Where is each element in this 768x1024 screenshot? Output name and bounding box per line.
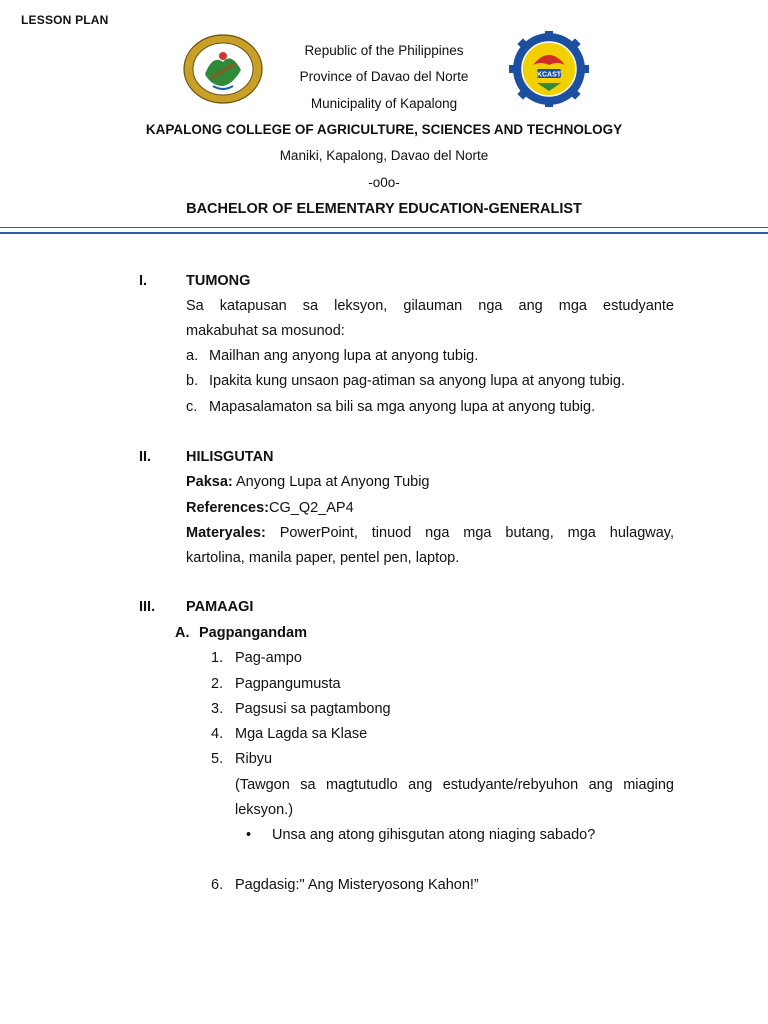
section-2-title: HILISGUTAN: [186, 449, 274, 465]
objective-b-text: Ipakita kung unsaon pag-atiman sa anyong lupa at anyong tubig.: [209, 373, 625, 389]
section-3-number: III.: [139, 599, 156, 615]
step-6-text: Pagdasig:" Ang Misteryosong Kahon!”: [235, 877, 479, 893]
review-note-line1: (Tawgon sa magtutudlo ang estudyante/rebyuhon ang miaging: [235, 777, 674, 793]
review-bullet: •: [246, 827, 252, 843]
step-6-marker: 6.: [211, 877, 224, 893]
topic-line: [186, 470, 430, 495]
objective-c-text: Mapasalamaton sa bili sa mga anyong lupa at anyong tubig.: [209, 399, 596, 415]
header-college-name: KAPALONG COLLEGE OF AGRICULTURE, SCIENCES AND TECHNOLOGY: [145, 122, 623, 137]
materials-line2: kartolina, manila paper, pentel pen, laptop.: [186, 550, 460, 566]
section-1-intro-line1: Sa katapusan sa leksyon, gilauman nga ang mga estudyante: [186, 298, 674, 314]
step-1-text: Pag-ampo: [235, 650, 302, 666]
subsection-a-title: Pagpangandam: [199, 625, 307, 641]
section-1-number: I.: [139, 273, 148, 289]
review-question: Unsa ang atong gihisgutan atong niaging sabado?: [272, 827, 596, 843]
step-2-marker: 2.: [211, 676, 224, 692]
materials-value-1: PowerPoint, tinuod nga mga butang, mga hulagway,: [265, 525, 674, 541]
step-2-text: Pagpangumusta: [235, 676, 341, 692]
header-municipality: Municipality of Kapalong: [310, 96, 458, 111]
header-rule-bottom: [0, 232, 768, 234]
step-1-marker: 1.: [211, 650, 224, 666]
document-type-label: LESSON PLAN: [21, 13, 109, 27]
header-province: Province of Davao del Norte: [299, 69, 469, 84]
references-line: [186, 496, 354, 521]
step-4-marker: 4.: [211, 726, 224, 742]
step-5-text: Ribyu: [235, 751, 273, 767]
step-3-marker: 3.: [211, 701, 224, 717]
section-1-intro-line2: makabuhat sa mosunod:: [186, 323, 345, 339]
header-separator: -o0o-: [368, 175, 400, 190]
objective-b-marker: b.: [186, 373, 199, 389]
materials-label: Materyales:: [186, 525, 266, 541]
topic-label: Paksa:: [186, 474, 233, 490]
header-republic: Republic of the Philippines: [304, 43, 464, 58]
step-5-marker: 5.: [211, 751, 224, 767]
section-1-title: TUMONG: [186, 273, 251, 289]
header-address: Maniki, Kapalong, Davao del Norte: [279, 148, 489, 163]
section-3-title: PAMAAGI: [186, 599, 254, 615]
references-value: CG_Q2_AP4: [269, 500, 354, 516]
objective-a-text: Mailhan ang anyong lupa at anyong tubig.: [209, 348, 479, 364]
review-note-line2: leksyon.): [235, 802, 294, 818]
materials-line1: [186, 521, 674, 546]
college-seal-label: KCAST: [536, 71, 562, 79]
topic-value: Anyong Lupa at Anyong Tubig: [232, 474, 430, 490]
objective-c-marker: c.: [186, 399, 198, 415]
header-program: BACHELOR OF ELEMENTARY EDUCATION-GENERALIST: [186, 201, 582, 217]
step-4-text: Mga Lagda sa Klase: [235, 726, 368, 742]
step-3-text: Pagsusi sa pagtambong: [235, 701, 391, 717]
header-rule-top: [0, 227, 768, 228]
section-2-number: II.: [139, 449, 152, 465]
objective-a-marker: a.: [186, 348, 199, 364]
subsection-a-marker: A.: [175, 625, 190, 641]
references-label: References:: [186, 500, 270, 516]
